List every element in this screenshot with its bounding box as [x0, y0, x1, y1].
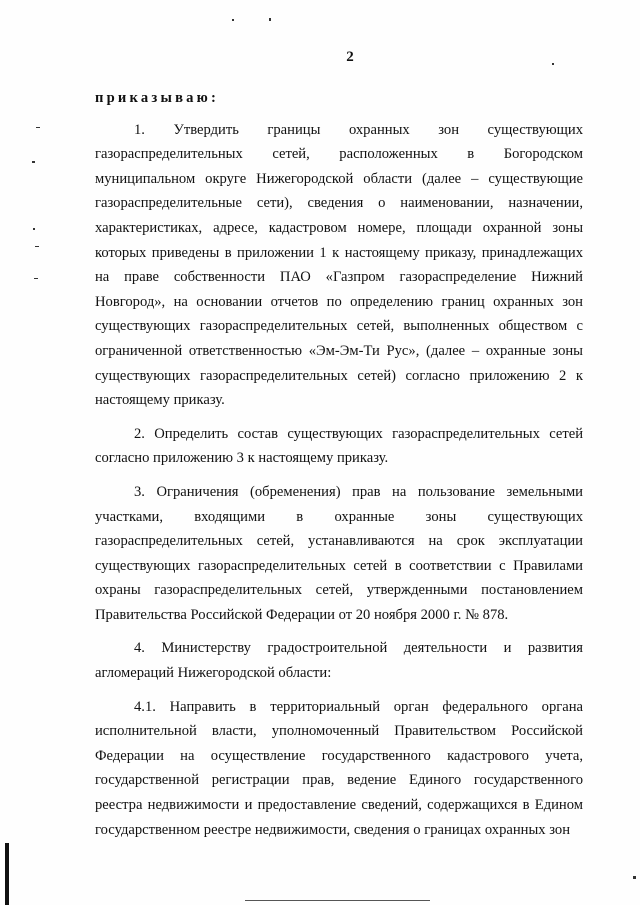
- scan-speck: [33, 228, 35, 230]
- scan-speck: [232, 19, 234, 21]
- bottom-rule: [245, 900, 430, 901]
- scan-edge-bar: [5, 843, 9, 905]
- paragraph-2: 2. Определить состав существующих газораспределительных сетей согласно приложению 3 к настоящему приказу.: [95, 425, 583, 467]
- scan-speck: [269, 18, 271, 21]
- scan-speck: [633, 876, 636, 879]
- scan-speck: [35, 246, 39, 247]
- paragraph-4: 4. Министерству градостроительной деятельности и развития агломераций Нижегородской области:: [95, 640, 583, 682]
- page-number: 2: [346, 49, 354, 65]
- paragraph-3: 3. Ограничения (обременения) прав на пользование земельными участками, входящими в охранные зоны существующих газораспределительных сетей, устанавливаются на срок эксплуатации существующих газораспределительных сетей в соответствии с Правилами охраны газораспределительных сетей, утвержденными постановлением Правительства Российской Федерации от 20 ноября 2000 г. № 878.: [95, 483, 583, 623]
- scan-speck: [552, 63, 554, 65]
- document-body: [95, 86, 583, 851]
- paragraph-4-1: 4.1. Направить в территориальный орган федерального органа исполнительной власти, уполномоченный Правительством Российской Федерации на осуществление государственного кадастрового учета, государственной регистрации прав, ведение Единого государственного реестра недвижимости и предоставление сведений, содержащихся в Едином государственном реестре недвижимости, сведения о границах охранных зон: [95, 698, 583, 838]
- paragraph-1: 1. Утвердить границы охранных зон существующих газораспределительных сетей, расположенных в Богородском муниципальном округе Нижегородской области (далее – существующие газораспределительные сети), сведения о наименовании, назначении, характеристиках, адресе, кадастровом номере, площади охранной зоны которых приведены в приложении 1 к настоящему приказу, принадлежащих на праве собственности ПАО «Газпром газораспределение Нижний Новгород», на основании отчетов по определению границ охранных зон существующих газораспределительных сетей, выполненных обществом с ограниченной ответственностью «Эм-Эм-Ти Рус», (далее – охранные зоны существующих газораспределительных сетей) согласно приложению 2 к настоящему приказу.: [95, 121, 583, 409]
- scan-speck: [36, 127, 40, 128]
- scan-speck: [34, 278, 38, 279]
- decree-heading: приказываю:: [95, 90, 220, 106]
- scan-speck: [32, 161, 35, 163]
